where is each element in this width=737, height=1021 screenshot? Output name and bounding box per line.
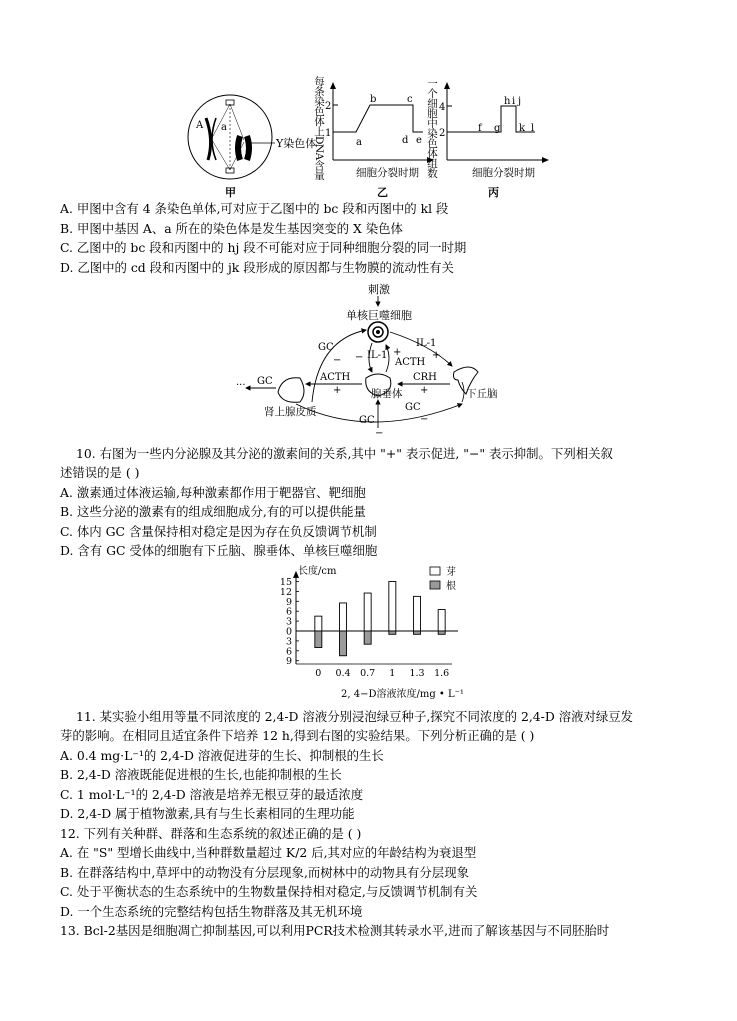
gc-bottom-label: GC <box>359 415 375 426</box>
y-tick-label: 3 <box>285 616 292 628</box>
bar-bud <box>414 596 421 631</box>
fig-bing-label: 丙 <box>488 186 499 199</box>
bing-tick-2: 2 <box>439 128 446 139</box>
y-chromosome-label: Y染色体 <box>276 137 317 150</box>
dots-label: ··· <box>236 380 246 391</box>
q11-stem-line2: 芽的影响。在相同且适宜条件下培养 12 h,得到右图的实验结果。下列分析正确的是 ( ) <box>60 728 535 743</box>
stimulus-label: 刺激 <box>368 283 390 296</box>
gc-output-label: GC <box>257 376 273 387</box>
y-tick-label: 9 <box>285 596 292 608</box>
bing-point-l: l <box>531 123 535 134</box>
x-tick-label: 0.7 <box>360 668 376 679</box>
allele-A-label: A <box>196 120 204 131</box>
chart-xlabel: 2, 4−D溶液浓度/mg • L⁻¹ <box>341 689 464 700</box>
allele-a-label: a <box>221 122 227 133</box>
minus-sign-1: − <box>333 355 342 366</box>
adrenal-gland-icon <box>278 378 304 403</box>
plus-sign-2: + <box>432 350 441 361</box>
y-tick-label: 12 <box>279 586 292 598</box>
q10-option-a: A. 激素通过体液运输,每种激素都作用于靶器官、靶细胞 <box>60 485 366 500</box>
plus-sign-1: + <box>393 347 402 358</box>
adrenal-label: 肾上腺皮质 <box>264 406 317 418</box>
q9-option-b: B. 甲图中基因 A、a 所在的染色体是发生基因突变的 X 染色体 <box>60 221 403 236</box>
bing-point-f: f <box>478 123 482 134</box>
y-tick-label: 6 <box>285 606 292 618</box>
x-tick-label: 0 <box>315 668 322 679</box>
minus-sign-5: − <box>420 414 429 425</box>
q11-option-b: B. 2,4-D 溶液既能促进根的生长,也能抑制根的生长 <box>60 767 342 782</box>
chart-yi <box>330 82 434 163</box>
yi-point-e: e <box>416 135 422 146</box>
y-tick-label: 15 <box>279 577 292 588</box>
bar-bud <box>315 616 322 631</box>
cell-diagram-jia <box>188 95 275 179</box>
bing-point-k: k <box>519 123 526 134</box>
q9-option-d: D. 乙图中的 cd 段和丙图中的 jk 段形成的原因都与生物膜的流动性有关 <box>60 260 454 275</box>
legend-root-label: 根 <box>446 581 456 592</box>
bar-bud <box>438 610 445 631</box>
bar-root <box>438 631 445 634</box>
yi-point-c: c <box>407 94 413 105</box>
yi-ylabel: 每条染色体上DNA含量 <box>313 76 325 180</box>
q9-option-a: A. 甲图中含有 4 条染色单体,可对应于乙图中的 bc 段和丙图中的 kl 段 <box>60 201 449 216</box>
q10-stem-line1: 10. 右图为一些内分泌腺及其分泌的激素间的关系,其中 "+" 表示促进, "−" 表示抑制。下列相关叙 <box>76 446 613 461</box>
figure-cell-division <box>0 0 737 205</box>
yi-tick-2: 2 <box>325 101 332 112</box>
legend-bud-swatch <box>430 567 440 575</box>
bar-root <box>389 631 396 634</box>
x-tick-label: 0.4 <box>335 668 351 679</box>
q10-stem-line2: 述错误的是 ( ) <box>60 465 140 480</box>
bar-bud <box>389 582 396 632</box>
legend-root-swatch <box>430 581 440 589</box>
bar-chart-24d <box>0 560 737 705</box>
il1-inner-label: IL-1 <box>367 350 388 361</box>
pituitary-label: 腺垂体 <box>371 388 403 400</box>
legend-bud-label: 芽 <box>446 567 456 578</box>
y-tick-label: 0 <box>285 626 292 638</box>
minus-sign-2: − <box>355 352 364 363</box>
q11-stem-line1: 11. 某实验小组用等量不同浓度的 2,4-D 溶液分别浸泡绿豆种子,探究不同浓度的 2,4-D 溶液对绿豆发 <box>76 709 634 724</box>
bing-point-g: g <box>494 123 501 134</box>
fig-jia-label: 甲 <box>225 186 236 199</box>
yi-point-d: d <box>402 135 409 146</box>
bing-point-j: j <box>518 96 522 107</box>
q11-option-a: A. 0.4 mg·L⁻¹的 2,4-D 溶液促进芽的生长、抑制根的生长 <box>60 748 384 763</box>
gc-lower-right-label: GC <box>405 402 421 413</box>
y-tick-label: 3 <box>285 636 292 648</box>
q10-option-c: C. 体内 GC 含量保持相对稳定是因为存在负反馈调节机制 <box>60 524 377 539</box>
bing-ylabel: 一个细胞中染色体组数 <box>426 78 438 178</box>
acth-right-label: ACTH <box>395 357 426 368</box>
bing-xlabel: 细胞分裂时期 <box>472 167 535 179</box>
q11-option-c: C. 1 mol·L⁻¹的 2,4-D 溶液是培养无根豆芽的最适浓度 <box>60 787 364 802</box>
q12-stem: 12. 下列有关种群、群落和生态系统的叙述正确的是 ( ) <box>60 826 362 841</box>
il1-right-label: IL-1 <box>416 338 437 349</box>
fig-yi-label: 乙 <box>377 186 388 199</box>
bing-point-h: h <box>504 96 511 107</box>
q12-option-d: D. 一个生态系统的完整结构包括生物群落及其无机环境 <box>60 904 363 919</box>
bar-bud <box>364 593 371 631</box>
crh-label: CRH <box>413 372 437 383</box>
gc-upper-left-label: GC <box>318 342 334 353</box>
yi-point-b: b <box>370 94 377 105</box>
x-tick-label: 1 <box>389 668 396 679</box>
monocyte-icon <box>368 322 388 342</box>
y-tick-label: 9 <box>285 656 292 668</box>
monocyte-label: 单核巨噬细胞 <box>346 309 412 322</box>
q12-option-a: A. 在 "S" 型增长曲线中,当种群数量超过 K/2 后,其对应的年龄结构为衰退型 <box>60 845 477 860</box>
q9-option-c: C. 乙图中的 bc 段和丙图中的 hj 段不可能对应于同种细胞分裂的同一时期 <box>60 240 467 255</box>
bar-root <box>414 631 421 634</box>
q12-option-b: B. 在群落结构中,草坪中的动物没有分层现象,而树林中的动物具有分层现象 <box>60 865 469 880</box>
y-tick-label: 6 <box>285 646 292 658</box>
yi-tick-1: 1 <box>325 128 332 139</box>
q11-option-d: D. 2,4-D 属于植物激素,具有与生长素相同的生理功能 <box>60 806 355 821</box>
x-tick-label: 1.3 <box>409 668 425 679</box>
minus-sign-6: − <box>375 428 384 439</box>
hypothalamus-label: 下丘脑 <box>466 388 498 400</box>
chart-ylabel: 长度/cm <box>298 566 337 577</box>
q10-option-b: B. 这些分泌的激素有的组成细胞成分,有的可以提供能量 <box>60 504 366 519</box>
plus-sign-4: + <box>420 385 429 396</box>
acth-label: ACTH <box>320 372 351 383</box>
q12-option-c: C. 处于平衡状态的生态系统中的生物数量保持相对稳定,与反馈调节机制有关 <box>60 884 478 899</box>
yi-point-a: a <box>356 137 362 148</box>
plus-sign-3: + <box>333 385 342 396</box>
q13-stem: 13. Bcl-2基因是细胞凋亡抑制基因,可以利用PCR技术检测其转录水平,进而了解该基因与不同胚胎时 <box>60 923 610 938</box>
yi-xlabel: 细胞分裂时期 <box>356 167 419 179</box>
bar-root <box>340 631 347 656</box>
bar-root <box>315 631 322 648</box>
bar-root <box>364 631 371 644</box>
bing-point-i: i <box>512 96 516 107</box>
q10-option-d: D. 含有 GC 受体的细胞有下丘脑、腺垂体、单核巨噬细胞 <box>60 543 378 558</box>
x-tick-label: 1.6 <box>434 668 450 679</box>
bar-bud <box>340 603 347 631</box>
bing-tick-4: 4 <box>439 102 446 113</box>
